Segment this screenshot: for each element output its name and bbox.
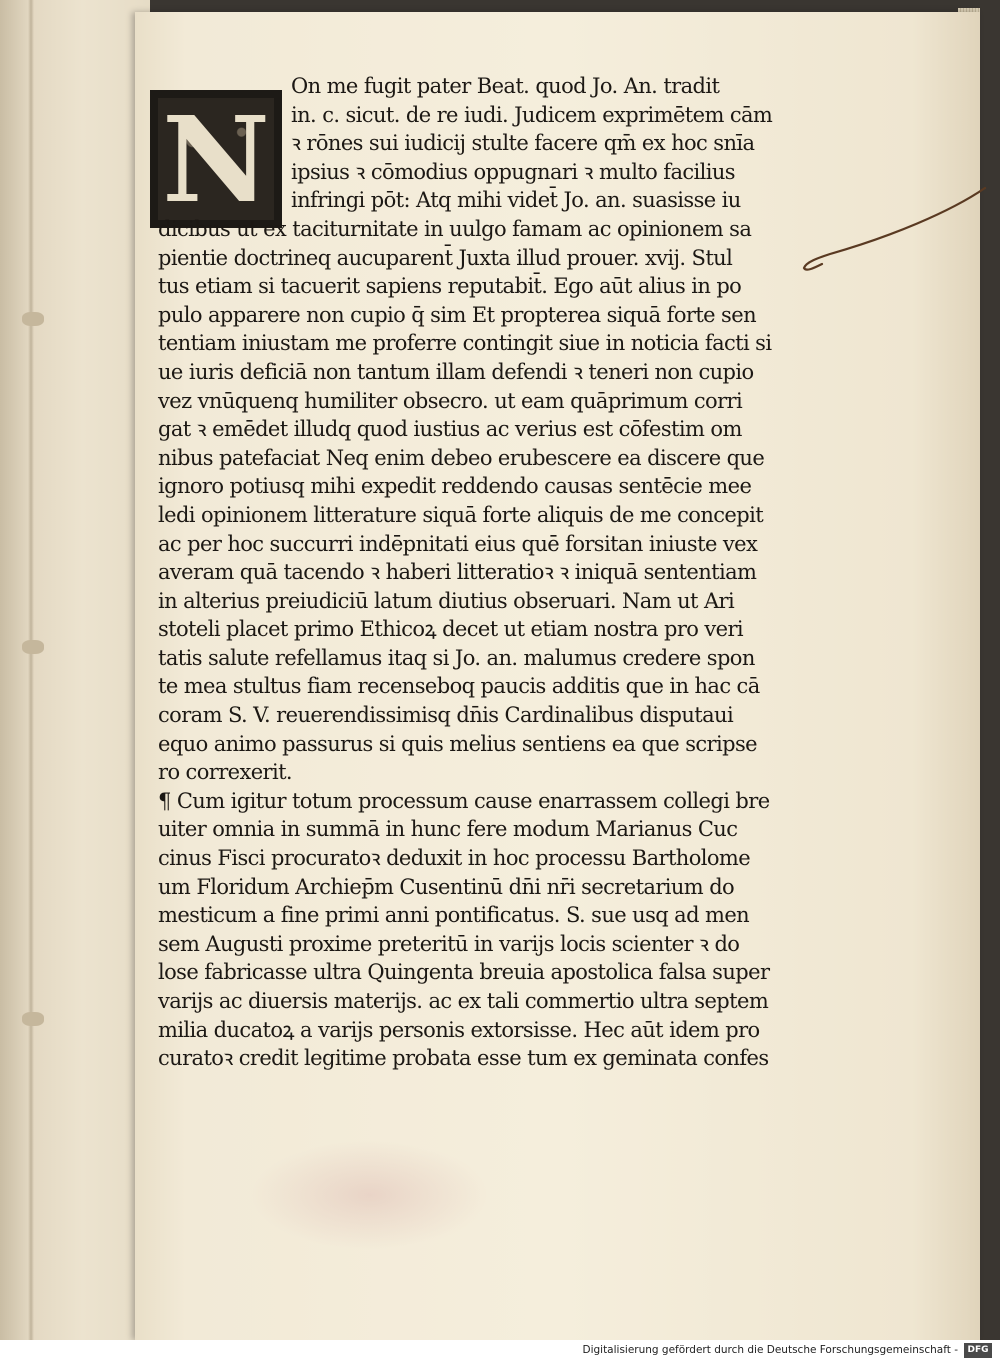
text-line: equo animo passurus si quis melius sentiens ea que scripse <box>158 731 757 756</box>
text-line: ꝛ rōnes sui iudicij stulte facere qm̄ ex hoc snīa <box>291 131 755 156</box>
text-line: ac per hoc succurri indēpnitati eius quē forsitan iniuste vex <box>158 531 758 556</box>
text-line: mesticum a fine primi anni pontificatus. S. sue usq ad men <box>158 903 750 928</box>
text-line: uiter omnia in summā in hunc fere modum Marianus Cuc <box>158 817 738 842</box>
text-line: ¶ Cum igitur totum processum cause enarrassem collegi bre <box>158 788 770 813</box>
paper-stain <box>250 1140 490 1250</box>
dfg-logo: DFG <box>964 1343 992 1358</box>
text-line: ignoro potiusq mihi expedit reddendo causas sentēcie mee <box>158 474 752 499</box>
text-line: ro correxerit. <box>158 760 293 785</box>
text-line: nibus patefaciat Neq enim debeo erubescere ea discere que <box>158 445 765 470</box>
text-line: pientie doctrineq aucuparent̄ Juxta illud prouer. xvij. Stul <box>158 245 733 270</box>
text-line: milia ducatoꝝ a varijs personis extorsisse. Hec aūt idem pro <box>158 1017 760 1042</box>
text-line: gat ꝛ emēdet illudq quod iustius ac verius est cōfestim om <box>158 417 742 442</box>
text-line: cinus Fisci procuratoꝛ deduxit in hoc processu Bartholome <box>158 846 751 871</box>
footer-bar <box>0 1340 1000 1362</box>
margin-pen-mark <box>800 182 990 282</box>
text-line: pulo apparere non cupio q̄ sim Et propterea siquā forte sen <box>158 302 756 327</box>
text-line: lose fabricasse ultra Quingenta breuia apostolica falsa super <box>158 960 770 985</box>
left-page-edge <box>0 0 150 1340</box>
text-block <box>158 72 803 1073</box>
text-line: coram S. V. reuerendissimisq dn̄is Cardinalibus disputaui <box>158 703 734 728</box>
text-line: um Floridum Archiep̄m Cusentinū dn̄i nr̄i secretarium do <box>158 874 735 899</box>
text-line: tentiam iniustam me proferre contingit siue in noticia facti si <box>158 331 772 356</box>
text-line: infringi pōt: Atq mihi videt̄ Jo. an. suasisse iu <box>291 188 741 213</box>
text-line: stoteli placet primo Ethicoꝝ decet ut etiam nostra pro veri <box>158 617 744 642</box>
paper-damage <box>22 1012 44 1026</box>
binding-fold <box>28 0 34 1340</box>
text-line: On me fugit pater Beat. quod Jo. An. tradit <box>291 74 720 98</box>
paper-damage <box>22 312 44 326</box>
text-line: tatis salute refellamus itaq si Jo. an. malumus credere spon <box>158 645 755 670</box>
text-line: curatoꝛ credit legitime probata esse tum ex geminata confes <box>158 1046 769 1071</box>
text-line: ue iuris deficiā non tantum illam defendi ꝛ teneri non cupio <box>158 359 754 384</box>
text-line: te mea stultus fiam recenseboq paucis additis que in hac cā <box>158 674 760 699</box>
text-line: dicibus ut ex taciturnitate in uulgo famam ac opinionem sa <box>158 216 752 241</box>
text-line: averam quā tacendo ꝛ haberi litteratioꝛ ꝛ iniquā sententiam <box>158 560 757 585</box>
text-line: ipsius ꝛ cōmodius oppugnari ꝛ multo facilius <box>291 159 735 184</box>
text-line: ledi opinionem litterature siquā forte aliquis de me concepit <box>158 502 764 527</box>
text-line: varijs ac diuersis materijs. ac ex tali commertio ultra septem <box>158 989 769 1013</box>
initial-letter: N <box>162 90 270 229</box>
footer-credit: Digitalisierung gefördert durch die Deutsche Forschungsgemeinschaft - <box>582 1344 958 1356</box>
text-line: in. c. sicut. de re iudi. Judicem exprimētem cām <box>291 102 773 127</box>
text-line: tus etiam si tacuerit sapiens reputabit̄. Ego aūt alius in po <box>158 274 742 299</box>
text-line: vez vnūquenq humiliter obsecro. ut eam quāprimum corri <box>158 388 743 413</box>
text-line: in alterius preiudiciū latum diutius obseruari. Nam ut Ari <box>158 588 735 613</box>
paper-damage <box>22 640 44 654</box>
text-line: sem Augusti proxime preteritū in varijs locis scienter ꝛ do <box>158 931 740 956</box>
